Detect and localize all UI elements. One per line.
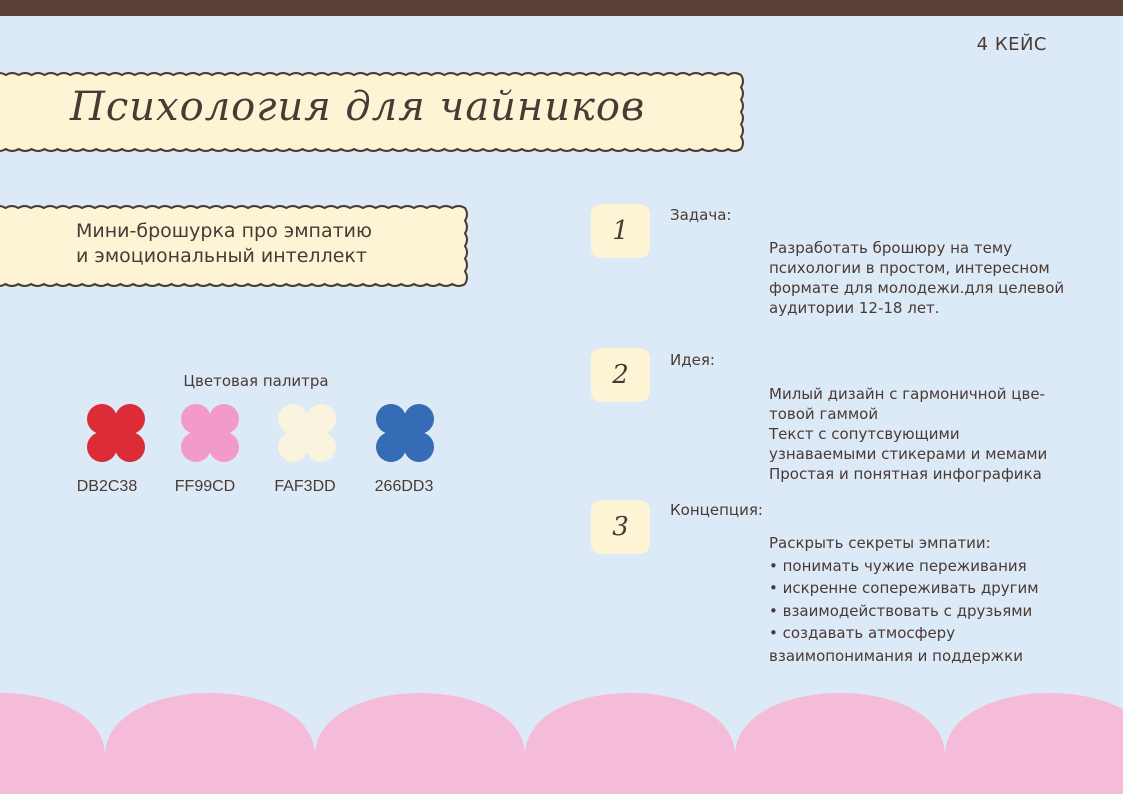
palette-title: Цветовая палитра — [183, 372, 329, 390]
case-label: 4 КЕЙС — [976, 34, 1047, 55]
step-line: Разработать брошюру на тему — [769, 239, 1013, 257]
step-label-idea: Идея: — [670, 351, 715, 369]
step-line: психологии в простом, интересном — [769, 259, 1050, 277]
color-swatch-pink — [181, 404, 239, 462]
swatch-code: 266DD3 — [374, 478, 434, 495]
swatch-code: FAF3DD — [274, 478, 336, 495]
color-swatch-cream — [278, 404, 336, 462]
step-label-task: Задача: — [670, 206, 732, 224]
step-line: взаимопонимания и поддержки — [769, 646, 1023, 665]
step-line: узнаваемыми стикерами и мемами — [769, 445, 1048, 463]
step-body-idea — [769, 384, 1069, 484]
step-line: аудитории 12-18 лет. — [769, 299, 940, 317]
pink-scallop-border — [0, 674, 1123, 794]
color-swatch-red — [87, 404, 145, 462]
step-line: Простая и понятная инфографика — [769, 465, 1042, 483]
subtitle-line: Мини-брошурка про эмпатию — [76, 220, 373, 242]
step-line: • искренне сопереживать другим — [769, 579, 1039, 598]
subtitle-line: и эмоциональный интеллект — [76, 245, 367, 267]
step-line: формате для молодежи.для целевой — [769, 279, 1065, 297]
step-line: • взаимодействовать с друзьями — [769, 601, 1033, 620]
swatch-code: DB2C38 — [76, 478, 138, 495]
step-body-task — [769, 238, 1069, 318]
subtitle — [76, 219, 456, 269]
page-title: Психология для чайников — [70, 84, 646, 130]
step-line: Раскрыть секреты эмпатии: — [769, 534, 991, 552]
step-number-badge: 2 — [591, 348, 650, 402]
step-line: Текст с сопутсвующими — [769, 425, 960, 443]
step-number-badge: 1 — [591, 204, 650, 258]
step-number-badge: 3 — [591, 500, 650, 554]
swatch-code: FF99CD — [174, 478, 236, 495]
step-line: • создавать атмосферу — [769, 624, 956, 643]
step-line: Милый дизайн с гармоничной цве- — [769, 385, 1045, 403]
color-swatch-blue — [376, 404, 434, 462]
step-label-concept: Концепция: — [670, 501, 763, 519]
step-line: • понимать чужие переживания — [769, 556, 1027, 575]
step-body-concept — [769, 532, 1069, 668]
step-line: товой гаммой — [769, 405, 879, 423]
